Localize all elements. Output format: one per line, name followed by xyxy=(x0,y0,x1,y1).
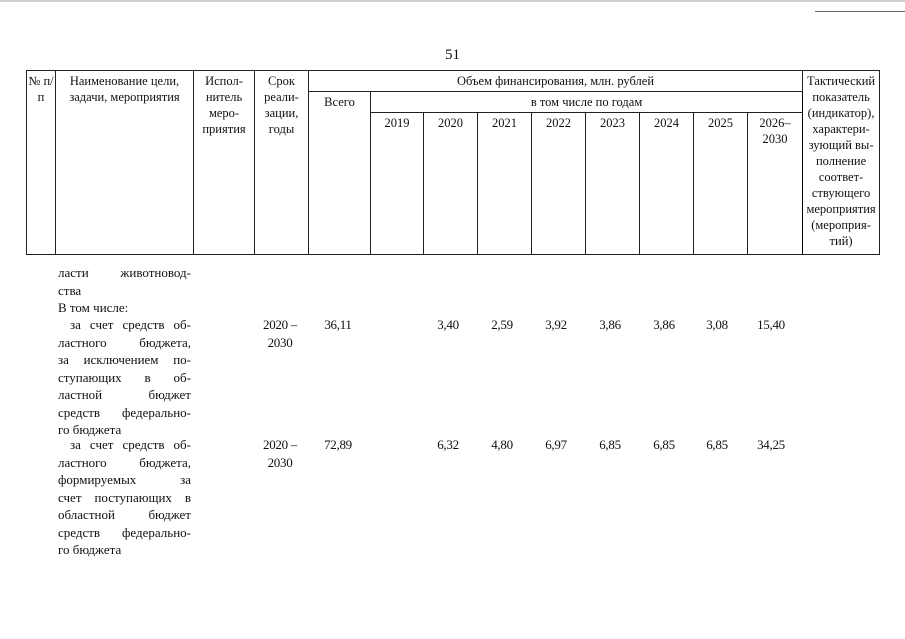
year-value-cell: 34,25 xyxy=(757,437,785,452)
header-col-term: Срок реали-зации, годы xyxy=(255,71,309,255)
header-col-number: № п/п xyxy=(27,71,56,255)
header-year: 2020 xyxy=(424,113,478,255)
text-line: средств федерально- xyxy=(58,404,191,420)
text-line: средств федерально- xyxy=(58,524,191,540)
text-line: го бюджета xyxy=(58,422,122,437)
header-col-executor: Испол-нитель меро-приятия xyxy=(194,71,255,255)
year-value-cell: 6,32 xyxy=(437,437,459,452)
text-line: областной бюджет xyxy=(58,507,191,522)
text-line: ства xyxy=(58,282,82,298)
year-value-cell: 6,85 xyxy=(599,437,621,452)
header-col-indicator: Тактический показатель (индикатор), характери-зующий вы-полнение соответ-ствующего мероприятия (мероприя-тий) xyxy=(803,71,880,255)
term-cell: 2020 – 2030 xyxy=(263,437,297,470)
text-line: счет поступающих в xyxy=(58,489,191,505)
text-line: за счет средств об- xyxy=(70,317,191,332)
header-col-total: Всего xyxy=(309,92,371,255)
text-line: го бюджета xyxy=(58,542,122,557)
text-line: ластного бюджета, xyxy=(58,334,191,350)
header-year: 2023 xyxy=(586,113,640,255)
header-year: 2022 xyxy=(532,113,586,255)
year-value-cell: 15,40 xyxy=(757,317,785,332)
table-row-name xyxy=(58,436,191,559)
year-value-cell: 6,85 xyxy=(653,437,675,452)
year-value-cell: 3,86 xyxy=(599,317,621,332)
header-col-funding: Объем финансирования, млн. рублей xyxy=(309,71,803,92)
table-row-name xyxy=(58,316,191,439)
text-line: ластного бюджета, xyxy=(58,454,191,470)
text-line: ступающих в об- xyxy=(58,369,191,385)
header-year: 2026–2030 xyxy=(748,113,803,255)
year-value-cell: 3,86 xyxy=(653,317,675,332)
total-cell: 72,89 xyxy=(324,437,352,452)
text-line: ласти животновод- xyxy=(58,265,191,280)
header-year: 2024 xyxy=(640,113,694,255)
year-value-cell: 2,59 xyxy=(491,317,513,332)
page-number: 51 xyxy=(445,47,460,63)
intro-text xyxy=(58,264,191,317)
text-line: формируемых за xyxy=(58,472,191,487)
header-year: 2021 xyxy=(478,113,532,255)
text-line: за счет средств об- xyxy=(70,437,191,452)
text-line: В том числе: xyxy=(58,300,129,315)
header-col-name: Наименование цели, задачи, мероприятия xyxy=(56,71,194,255)
year-value-cell: 4,80 xyxy=(491,437,513,452)
year-value-cell: 3,08 xyxy=(706,317,728,332)
total-cell: 36,11 xyxy=(324,317,352,332)
text-line: ластной бюджет xyxy=(58,387,191,402)
table-header xyxy=(26,70,880,255)
year-value-cell: 6,85 xyxy=(706,437,728,452)
top-border-line xyxy=(0,0,905,2)
term-cell: 2020 – 2030 xyxy=(263,317,297,350)
header-year: 2019 xyxy=(371,113,424,255)
year-value-cell: 6,97 xyxy=(545,437,567,452)
year-value-cell: 3,92 xyxy=(545,317,567,332)
header-col-by-years: в том числе по годам xyxy=(371,92,803,113)
text-line: за исключением по- xyxy=(58,352,191,367)
top-right-rule xyxy=(815,11,905,12)
header-year: 2025 xyxy=(694,113,748,255)
year-value-cell: 3,40 xyxy=(437,317,459,332)
